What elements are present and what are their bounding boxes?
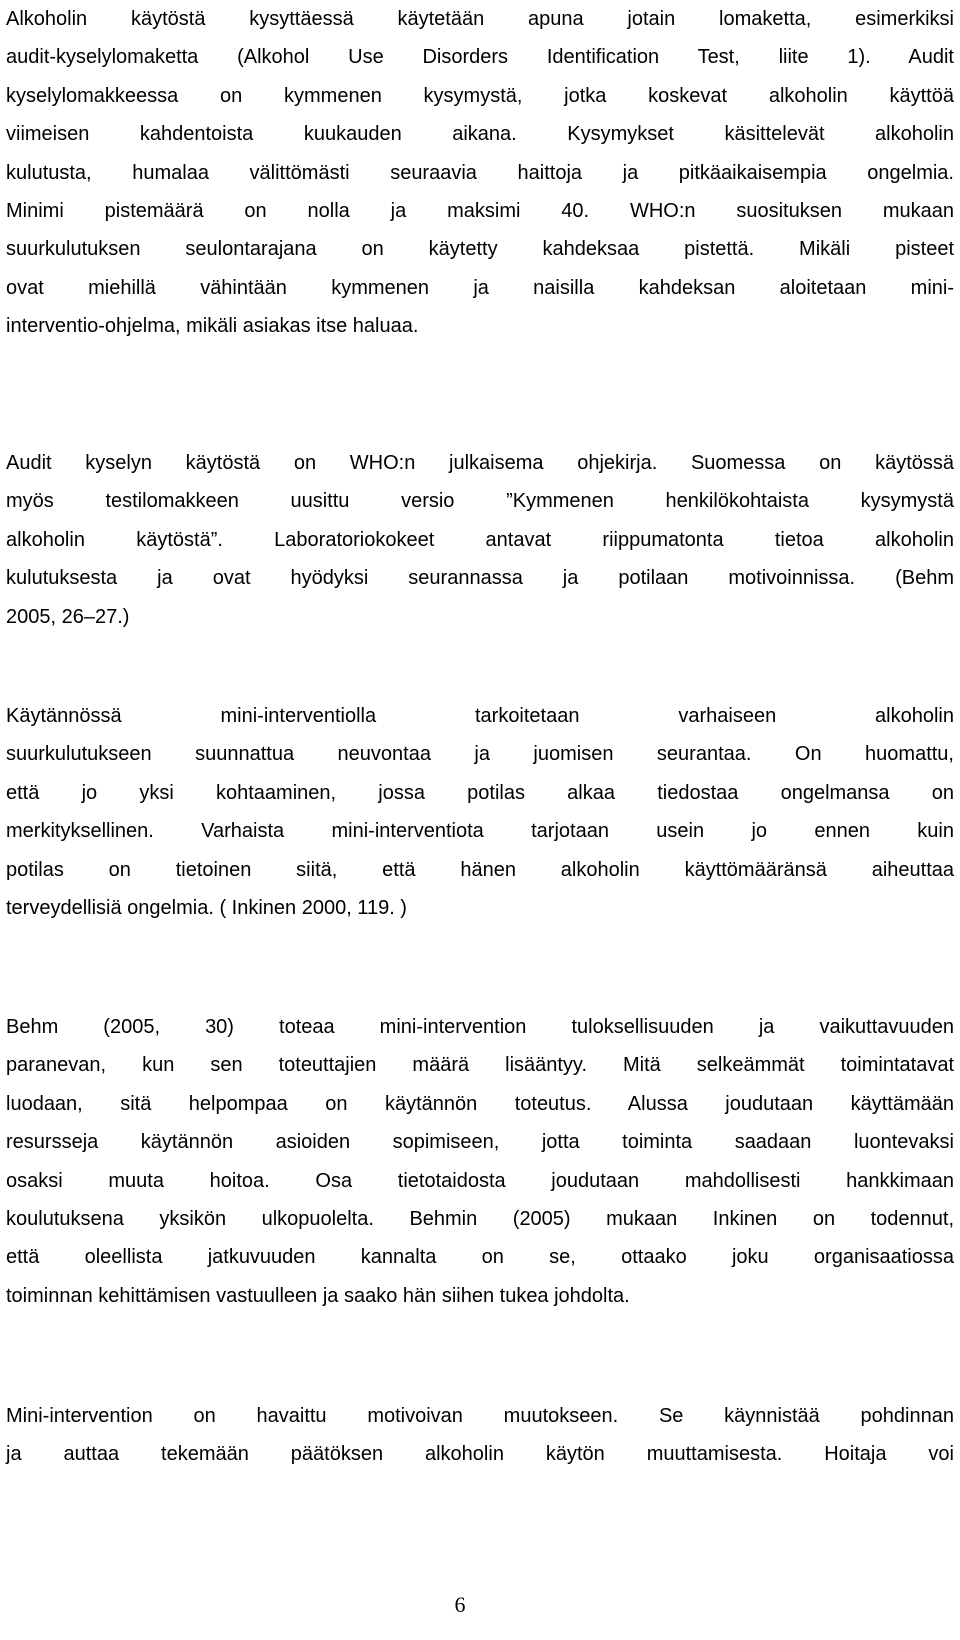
- paragraph-line: Minimi pistemäärä on nolla ja maksimi 40. WHO:n suosituksen mukaan: [6, 199, 954, 222]
- paragraph-line: viimeisen kahdentoista kuukauden aikana. Kysymykset käsittelevät alkoholin: [6, 123, 954, 146]
- paragraph-line: resursseja käytännön asioiden sopimiseen, jotta toiminta saadaan luontevaksi: [6, 1131, 954, 1154]
- page-number: 6: [454, 1592, 466, 1617]
- paragraph-line: Behm (2005, 30) toteaa mini-intervention tuloksellisuuden ja vaikuttavuuden: [6, 1016, 954, 1038]
- paragraph-line: osaksi muuta hoitoa. Osa tietotaidosta joudutaan mahdollisesti hankkimaan: [6, 1169, 954, 1192]
- paragraph-line: Audit kyselyn käytöstä on WHO:n julkaisema ohjekirja. Suomessa on käytössä: [6, 452, 954, 474]
- paragraph-motivation: [6, 1397, 954, 1474]
- paragraph-line: että jo yksi kohtaaminen, jossa potilas alkaa tiedostaa ongelmansa on: [6, 781, 954, 804]
- paragraph-line: potilas on tietoinen siitä, että hänen alkoholin käyttömääränsä aiheuttaa: [6, 858, 954, 881]
- paragraph-line: kyselylomakkeessa on kymmenen kysymystä, jotka koskevat alkoholin käyttöä: [6, 84, 954, 107]
- paragraph-line: audit-kyselylomaketta (Alkohol Use Disorders Identification Test, liite 1). Audit: [6, 46, 954, 69]
- paragraph-line: terveydellisiä ongelmia. ( Inkinen 2000, 119. ): [6, 896, 407, 919]
- paragraph-line: kulutusta, humalaa välittömästi seuraavia haittoja ja pitkäaikaisempia ongelmia.: [6, 161, 954, 184]
- paragraph-line: Käytännössä mini-interventiolla tarkoitetaan varhaiseen alkoholin: [6, 705, 954, 727]
- paragraph-line: suurkulutuksen seulontarajana on käytetty kahdeksaa pistettä. Mikäli pisteet: [6, 238, 954, 261]
- paragraph-line: että oleellista jatkuvuuden kannalta on se, ottaako joku organisaatiossa: [6, 1246, 954, 1269]
- paragraph-line: toiminnan kehittämisen vastuulleen ja saako hän siihen tukea johdolta.: [6, 1284, 630, 1307]
- paragraph-line: ovat miehillä vähintään kymmenen ja naisilla kahdeksan aloitetaan mini-: [6, 276, 954, 299]
- paragraph-who-guidebook: [6, 444, 954, 636]
- paragraph-line: interventio-ohjelma, mikäli asiakas itse haluaa.: [6, 315, 419, 338]
- paragraph-line: Alkoholin käytöstä kysyttäessä käytetään apuna jotain lomaketta, esimerkiksi: [6, 8, 954, 30]
- paragraph-audit-questionnaire: [6, 0, 954, 346]
- paragraph-line: suurkulutukseen suunnattua neuvontaa ja juomisen seurantaa. On huomattu,: [6, 743, 954, 766]
- paragraph-line: merkityksellinen. Varhaista mini-interventiota tarjotaan usein jo ennen kuin: [6, 820, 954, 843]
- paragraph-line: myös testilomakkeen uusittu versio ”Kymmenen henkilökohtaista kysymystä: [6, 490, 954, 513]
- paragraph-line: Mini-intervention on havaittu motivoivan muutokseen. Se käynnistää pohdinnan: [6, 1405, 954, 1427]
- paragraph-line: paranevan, kun sen toteuttajien määrä lisääntyy. Mitä selkeämmät toimintatavat: [6, 1054, 954, 1077]
- paragraph-line: ja auttaa tekemään päätöksen alkoholin käytön muuttamisesta. Hoitaja voi: [6, 1443, 954, 1466]
- paragraph-line: 2005, 26–27.): [6, 605, 130, 628]
- paragraph-line: luodaan, sitä helpompaa on käytännön toteutus. Alussa joudutaan käyttämään: [6, 1092, 954, 1115]
- paragraph-line: koulutuksena yksikön ulkopuolelta. Behmin (2005) mukaan Inkinen on todennut,: [6, 1207, 954, 1230]
- paragraph-line: alkoholin käytöstä”. Laboratoriokokeet antavat riippumatonta tietoa alkoholin: [6, 528, 954, 551]
- paragraph-behm-effectiveness: [6, 1008, 954, 1315]
- paragraph-mini-intervention-practice: [6, 697, 954, 927]
- paragraph-line: kulutuksesta ja ovat hyödyksi seurannassa ja potilaan motivoinnissa. (Behm: [6, 567, 954, 590]
